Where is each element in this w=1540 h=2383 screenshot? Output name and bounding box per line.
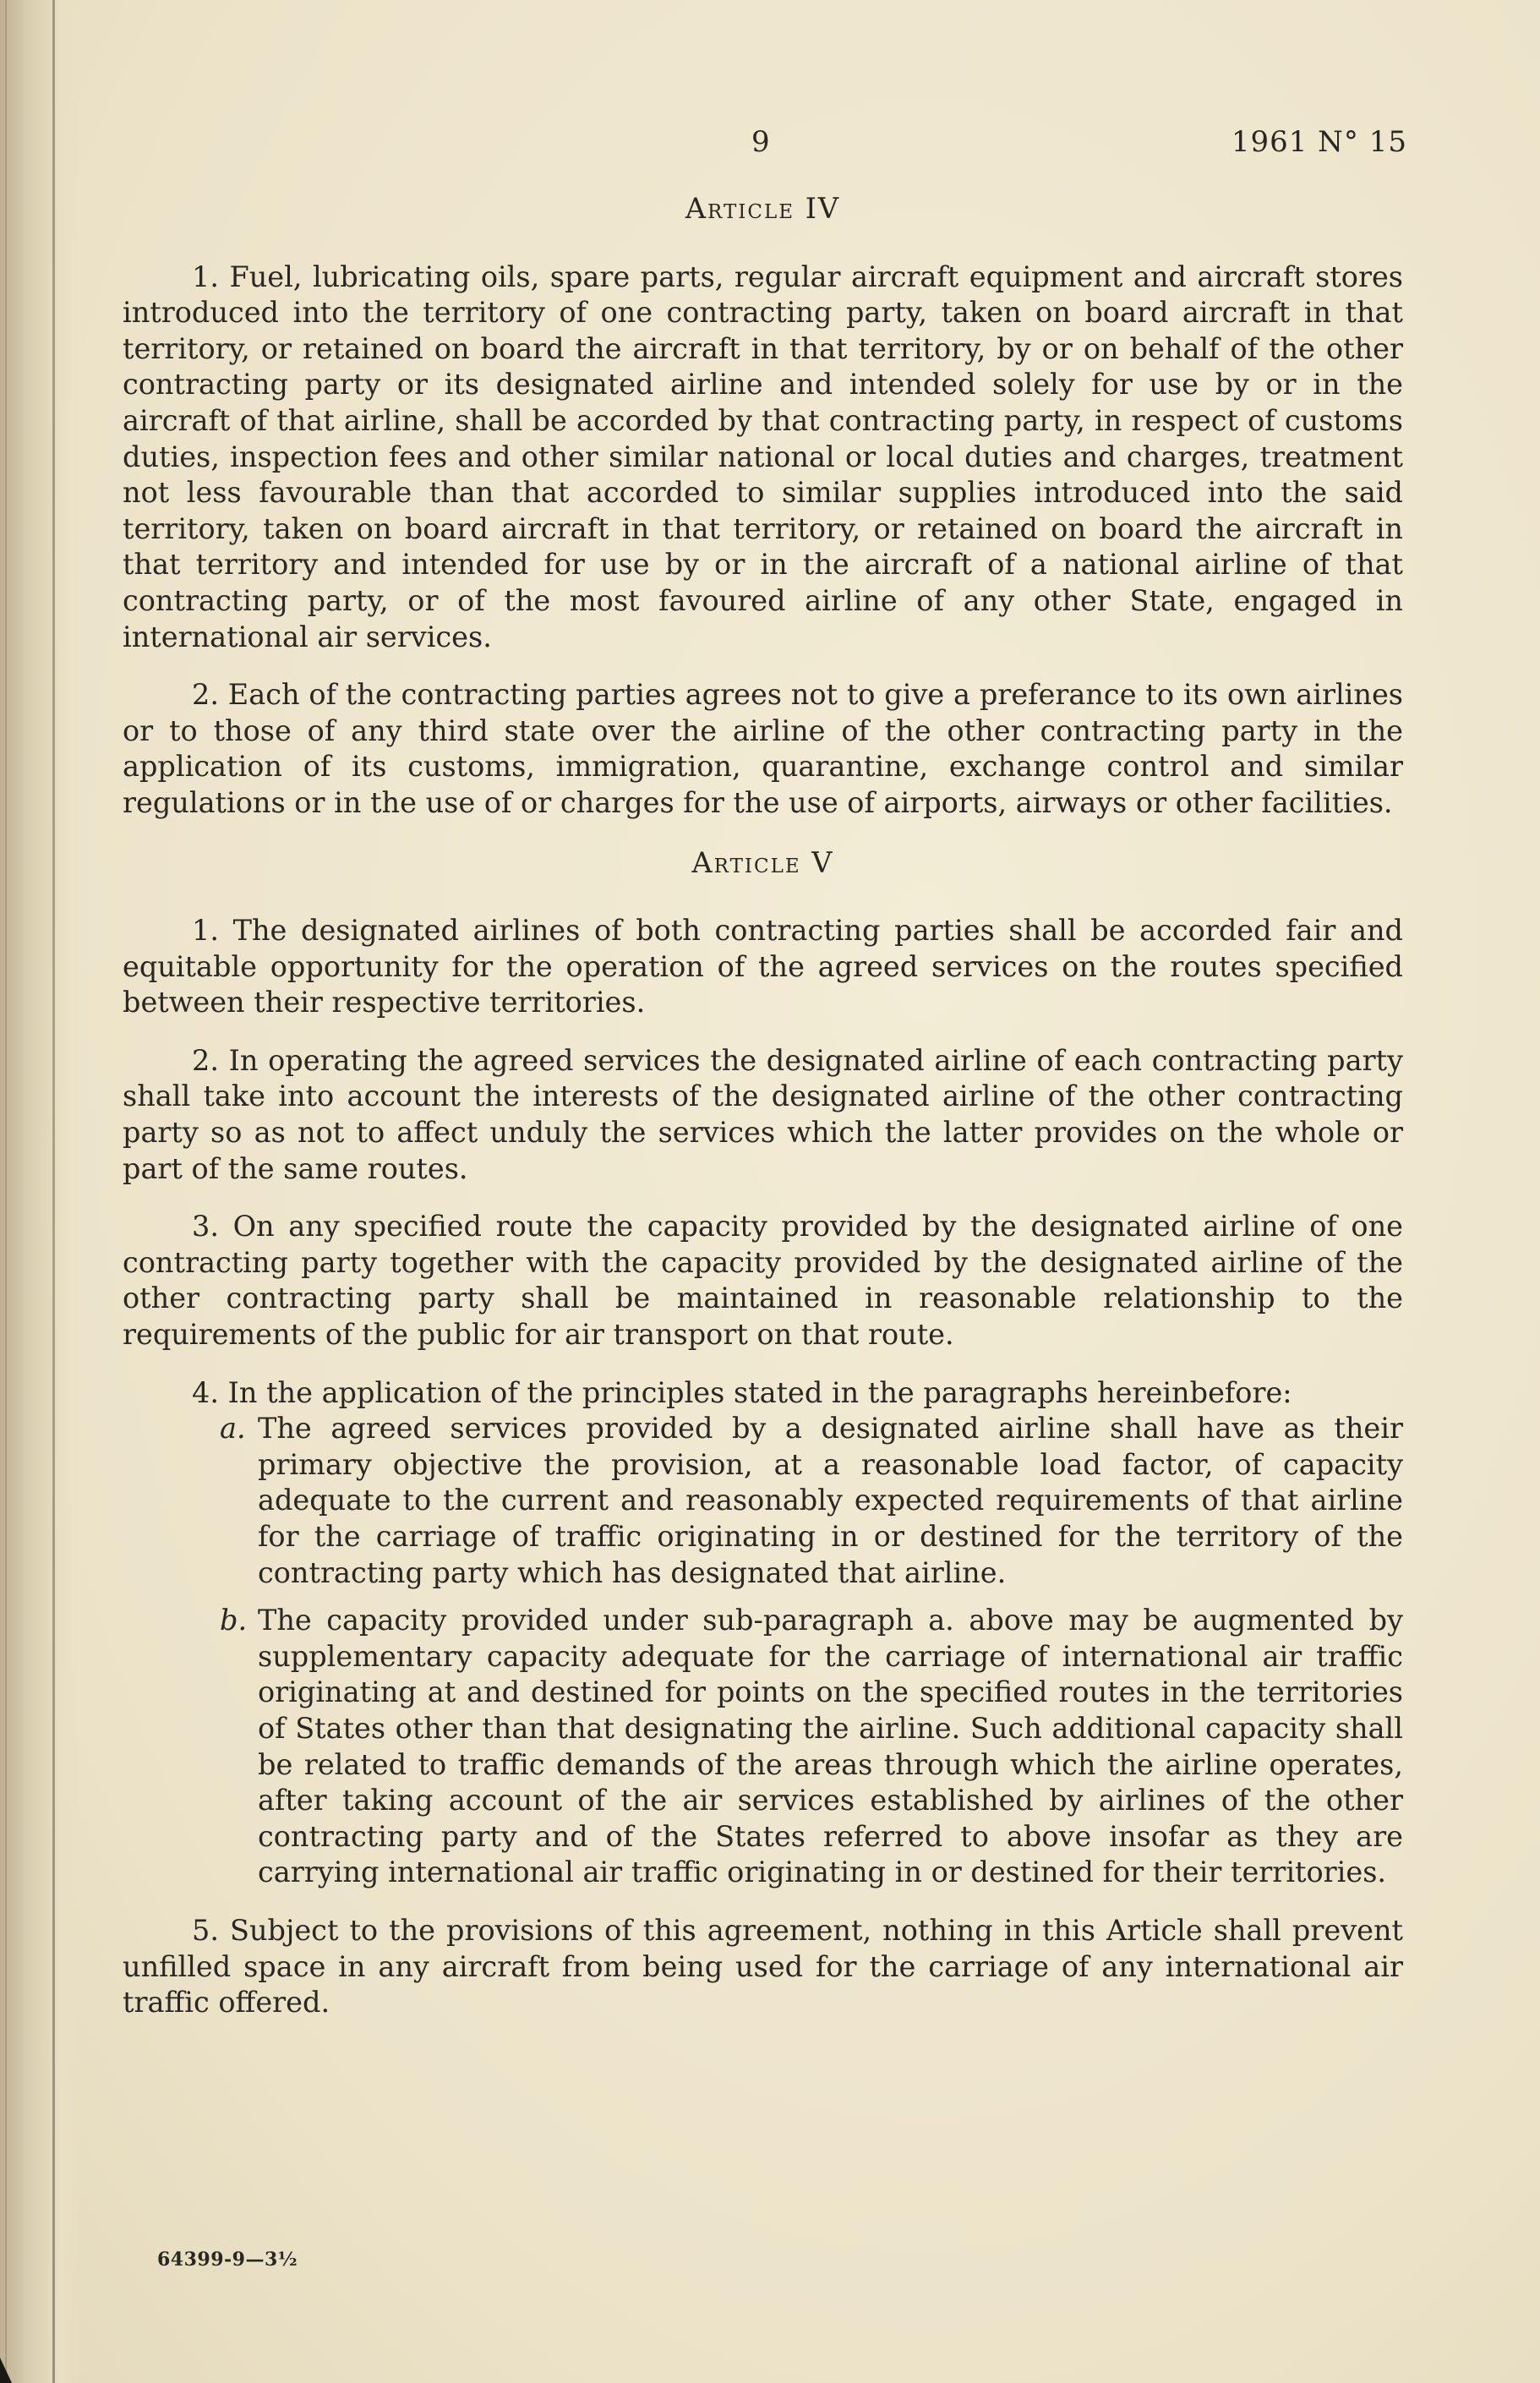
article-v-paragraph-2: 2. In operating the agreed services the designated airline of each contracting party shall take into account the interests of the designated airline of the other contracting party so as not to affect unduly the services which the latter provides on the whole or part of the same routes.: [123, 1043, 1403, 1185]
sub-paragraph-text: The capacity provided under sub-paragraph a. above may be augmented by supplementary capacity adequate for the carriage of international air traffic originating at and destined for points on the specified routes in the territories of States other than that designating the airline. Such additional capacity shall be related to traffic demands of the areas through which the airline operates, after taking account of the air services established by airlines of the other contracting party and of the States referred to above insofar as they are carrying international air traffic originating in or destined for their territories.: [258, 1604, 1403, 1889]
article-v-paragraph-3: 3. On any specified route the capacity provided by the designated airline of one contracting party together with the capacity provided by the designated airline of the other contracting party shall be maintained in reasonable relationship to the requirements of the public for air transport on that route.: [123, 1210, 1403, 1352]
article-v-paragraph-1: 1. The designated airlines of both contracting parties shall be accorded fair and equitable opportunity for the operation of the agreed services on the routes specified between their respective territories.: [123, 914, 1403, 1019]
article-v-paragraph-5: 5. Subject to the provisions of this agreement, nothing in this Article shall prevent unfilled space in any aircraft from being used for the carriage of any international air traffic offered.: [123, 1913, 1403, 2020]
sub-paragraph-letter: a.: [220, 1412, 246, 1446]
sub-paragraph-text: The agreed services provided by a designated airline shall have as their primary objective the provision, at a reasonable load factor, of capacity adequate to the current and reasonably expected requirements of that airline for the carriage of traffic originating in or destined for the territory of the contracting party which has designated that airline.: [258, 1412, 1403, 1589]
document-body: [123, 191, 1403, 2043]
article-v-paragraph-4: [123, 1375, 1403, 1891]
sub-paragraph-letter: b.: [220, 1604, 248, 1637]
page-number: 9: [751, 125, 770, 159]
document-reference: 1961 N° 15: [1231, 125, 1407, 159]
page-edge-line: [5, 0, 7, 2383]
binding-edge-line: [52, 0, 55, 2383]
corner-mark: [0, 2358, 12, 2383]
article-iv-paragraph-1: 1. Fuel, lubricating oils, spare parts, regular aircraft equipment and aircraft stores introduced into the territory of one contracting party, taken on board aircraft in that territory, or retained on board the aircraft in that territory, by or on behalf of the other contracting party or its designated airline and intended solely for use by or in the aircraft of that airline, shall be accorded by that contracting party, in respect of customs duties, inspection fees and other similar national or local duties and charges, treatment not less favourable than that accorded to similar supplies introduced into the said territory, taken on board aircraft in that territory, or retained on board the aircraft in that territory and intended for use by or in the aircraft of a national airline of that contracting party, or of the most favoured airline of any other State, engaged in international air services.: [123, 260, 1403, 653]
article-iv-paragraph-2: 2. Each of the contracting parties agrees not to give a preferance to its own airlines or to those of any third state over the airline of the other contracting party in the application of its customs, immigration, quarantine, exchange control and similar regulations or in the use of or charges for the use of airports, airways or other facilities.: [123, 678, 1403, 819]
paragraph-4-lead: 4. In the application of the principles stated in the paragraphs hereinbefore:: [192, 1375, 1292, 1409]
article-v-heading: Article V: [691, 845, 834, 879]
page-header: [123, 125, 1407, 167]
article-iv-heading: Article IV: [685, 192, 841, 225]
sub-paragraph-b: [123, 1603, 1403, 1891]
print-code: 64399-9—3½: [157, 2249, 298, 2271]
sub-paragraph-a: [123, 1411, 1403, 1591]
page-binding-shadow: [0, 0, 80, 2383]
